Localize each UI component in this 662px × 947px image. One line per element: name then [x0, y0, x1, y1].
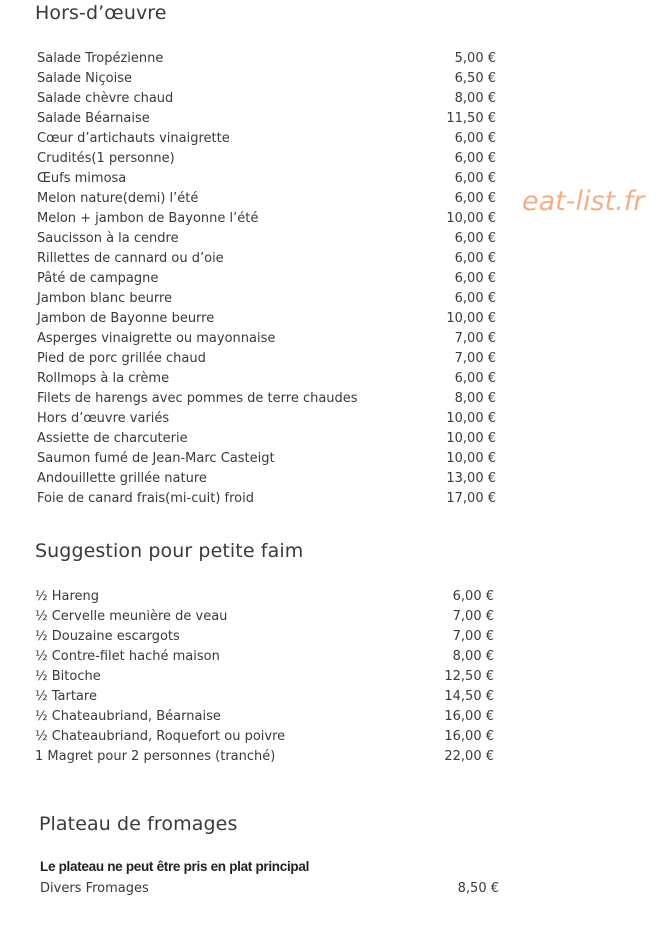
item-price: 13,00 € — [446, 471, 496, 486]
item-name: Asperges vinaigrette ou mayonnaise — [37, 331, 276, 346]
item-price: 10,00 € — [446, 311, 496, 326]
menu-item — [37, 189, 497, 209]
menu-item — [37, 49, 497, 69]
menu-item — [37, 449, 497, 469]
item-name: Jambon blanc beurre — [37, 291, 173, 306]
item-name: Saumon fumé de Jean-Marc Casteigt — [37, 451, 275, 466]
item-name: Assiette de charcuterie — [37, 431, 188, 446]
item-name: ½ Chateaubriand, Béarnaise — [35, 709, 221, 724]
item-price: 12,50 € — [444, 669, 494, 684]
item-price: 6,00 € — [452, 589, 494, 604]
section-title-fromages: Plateau de fromages — [39, 813, 238, 835]
item-price: 6,00 € — [454, 171, 496, 186]
menu-item — [37, 489, 497, 509]
item-price: 6,00 € — [454, 271, 496, 286]
item-price: 8,00 € — [454, 91, 496, 106]
menu-item — [35, 687, 495, 707]
item-price: 6,00 € — [454, 151, 496, 166]
item-price: 6,50 € — [454, 71, 496, 86]
item-name: Divers Fromages — [40, 881, 149, 896]
item-price: 17,00 € — [446, 491, 496, 506]
item-price: 7,00 € — [454, 351, 496, 366]
item-name: Salade Niçoise — [37, 71, 132, 86]
menu-item — [37, 389, 497, 409]
menu-item — [37, 169, 497, 189]
item-name: Filets de harengs avec pommes de terre chaudes — [37, 391, 358, 406]
item-name: Pâté de campagne — [37, 271, 159, 286]
menu-item — [37, 69, 497, 89]
item-price: 6,00 € — [454, 371, 496, 386]
menu-item — [37, 309, 497, 329]
item-name: Rollmops à la crème — [37, 371, 170, 386]
menu-item — [37, 289, 497, 309]
item-price: 10,00 € — [446, 411, 496, 426]
item-price: 6,00 € — [454, 231, 496, 246]
item-price: 8,00 € — [452, 649, 494, 664]
item-price: 10,00 € — [446, 431, 496, 446]
menu-item — [35, 627, 495, 647]
section-title-petite-faim: Suggestion pour petite faim — [35, 540, 304, 562]
item-name: Pied de porc grillée chaud — [37, 351, 206, 366]
item-price: 6,00 € — [454, 131, 496, 146]
item-name: ½ Hareng — [35, 589, 100, 604]
fromages-note: Le plateau ne peut être pris en plat principal — [40, 859, 310, 874]
menu-list-petite-faim — [35, 587, 495, 767]
item-name: Salade chèvre chaud — [37, 91, 174, 106]
item-price: 10,00 € — [446, 451, 496, 466]
item-price: 11,50 € — [446, 111, 496, 126]
item-price: 8,50 € — [457, 881, 499, 896]
item-name: ½ Chateaubriand, Roquefort ou poivre — [35, 729, 286, 744]
item-price: 22,00 € — [444, 749, 494, 764]
menu-item — [37, 409, 497, 429]
item-name: ½ Tartare — [35, 689, 97, 704]
item-name: Andouillette grillée nature — [37, 471, 207, 486]
menu-item — [37, 229, 497, 249]
item-name: ½ Contre-filet haché maison — [35, 649, 220, 664]
item-name: Œufs mimosa — [37, 171, 127, 186]
item-price: 7,00 € — [452, 609, 494, 624]
item-name: Melon + jambon de Bayonne l’été — [37, 211, 259, 226]
item-name: Foie de canard frais(mi-cuit) froid — [37, 491, 254, 506]
item-name: Crudités(1 personne) — [37, 151, 175, 166]
item-price: 5,00 € — [454, 51, 496, 66]
menu-item — [37, 429, 497, 449]
item-name: ½ Douzaine escargots — [35, 629, 180, 644]
section-title-hors-doeuvre: Hors-d’œuvre — [35, 2, 167, 24]
watermark: eat-list.fr — [522, 186, 645, 217]
item-name: Salade Béarnaise — [37, 111, 150, 126]
item-name: ½ Bitoche — [35, 669, 101, 684]
item-price: 14,50 € — [444, 689, 494, 704]
item-price: 7,00 € — [454, 331, 496, 346]
item-name: ½ Cervelle meunière de veau — [35, 609, 228, 624]
item-name: Salade Tropézienne — [37, 51, 164, 66]
item-price: 7,00 € — [452, 629, 494, 644]
menu-item — [35, 727, 495, 747]
menu-item — [35, 747, 495, 767]
item-name: Jambon de Bayonne beurre — [37, 311, 215, 326]
item-price: 16,00 € — [444, 709, 494, 724]
menu-item — [37, 469, 497, 489]
item-price: 6,00 € — [454, 291, 496, 306]
item-price: 6,00 € — [454, 191, 496, 206]
item-name: Melon nature(demi) l’été — [37, 191, 199, 206]
item-name: Cœur d’artichauts vinaigrette — [37, 131, 230, 146]
item-name: Hors d’œuvre variés — [37, 411, 170, 426]
item-name: Saucisson à la cendre — [37, 231, 179, 246]
menu-item — [35, 647, 495, 667]
menu-item — [37, 269, 497, 289]
item-name: 1 Magret pour 2 personnes (tranché) — [35, 749, 276, 764]
menu-item — [35, 667, 495, 687]
menu-item — [37, 209, 497, 229]
menu-item — [37, 129, 497, 149]
menu-item — [35, 587, 495, 607]
menu-item — [40, 879, 500, 899]
menu-item — [37, 249, 497, 269]
menu-list-hors-doeuvre — [37, 49, 497, 509]
item-price: 10,00 € — [446, 211, 496, 226]
menu-list-fromages — [40, 879, 500, 899]
menu-item — [37, 349, 497, 369]
item-price: 6,00 € — [454, 251, 496, 266]
menu-item — [37, 369, 497, 389]
menu-item — [37, 109, 497, 129]
menu-item — [37, 329, 497, 349]
item-price: 8,00 € — [454, 391, 496, 406]
menu-item — [35, 607, 495, 627]
menu-item — [35, 707, 495, 727]
menu-item — [37, 89, 497, 109]
item-price: 16,00 € — [444, 729, 494, 744]
item-name: Rillettes de cannard ou d’oie — [37, 251, 224, 266]
menu-item — [37, 149, 497, 169]
